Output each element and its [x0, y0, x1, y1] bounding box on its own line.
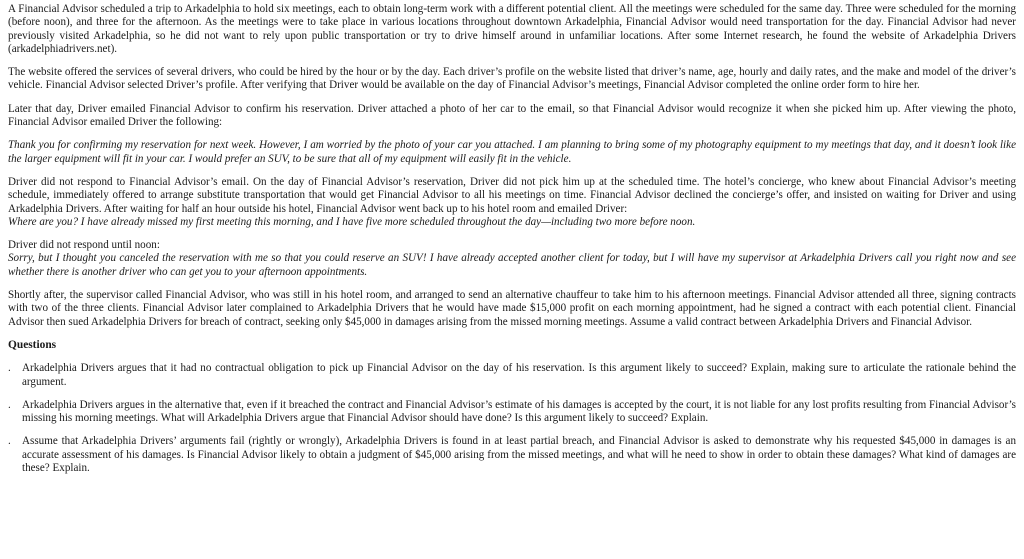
question-item — [8, 399, 1016, 426]
question-item — [8, 362, 1016, 389]
paragraph-supervisor: Shortly after, the supervisor called Financial Advisor, who was still in his hotel room, and arranged to send an alternative chauffeur to take him to his afternoon meetings. Financial Advisor attended all three, signing contracts with two of the three clients. Financial Advisor later complained to Arkadelphia Drivers that he would have made $15,000 profit on each morning appointment, had he signed a contract with each potential client. Financial Advisor then sued Arkadelphia Drivers for breach of contract, seeking only $45,000 in damages arising from the missed morning meetings. Assume a valid contract between Arkadelphia Drivers and Financial Advisor. — [8, 289, 1016, 328]
driver-response-quote: Sorry, but I thought you canceled the reservation with me so that you could reserve an SUV! I have already accepted another client for today, but I will have my supervisor at Arkadelphia Drivers call you right now and see whether there is another driver who can get you to your afternoon appointments. — [8, 252, 1016, 278]
question-text-2: Arkadelphia Drivers argues in the alternative that, even if it breached the contract and Financial Advisor’s estimate of his damages is accepted by the court, it is not liable for any lost profits resulting from Financial Advisor’s missing his morning meetings. What will Arkadelphia Drivers argue that Financial Advisor should have done? Is this argument likely to succeed? Explain. — [22, 398, 1016, 425]
question-text-3: Assume that Arkadelphia Drivers’ arguments fail (rightly or wrongly), Arkadelphia Drivers is found in at least partial breach, and Financial Advisor is asked to demonstrate why his requested $45,000 in damages is an accurate assessment of his damages. Is Financial Advisor likely to obtain a judgment of $45,000 arising from the missed meetings, and what will he need to show in order to obtain these damages? What kind of damages are these? Explain. — [22, 435, 1016, 475]
advisor-email-quote: Thank you for confirming my reservation for next week. However, I am worried by the photo of your car you attached. I am planning to bring some of my photography equipment to my meetings that day, and it doesn’t look like the larger equipment will fit in your car. I would prefer an SUV, to be sure that all of my equipment will easily fit in the vehicle. — [8, 139, 1016, 165]
paragraph-intro: A Financial Advisor scheduled a trip to Arkadelphia to hold six meetings, each to obtain long-term work with a different potential client. All the meetings were scheduled for the same day. Three were scheduled for the morning (before noon), and three for the afternoon. As the meetings were to take place in various locations throughout downtown Arkadelphia, Financial Advisor would need transportation for the day. Financial Advisor had never previously visited Arkadelphia, so he did not want to rely upon public transportation or try to drive himself around in unfamiliar locations. After some Internet research, he found the website of Arkadelphia Drivers (arkadelphiadrivers.net). — [8, 3, 1016, 55]
paragraph-confirmation: Later that day, Driver emailed Financial Advisor to confirm his reservation. Driver attached a photo of her car to the email, so that Financial Advisor would recognize it when she picked him up. After viewing the photo, Financial Advisor emailed Driver the following: — [8, 102, 1016, 129]
question-text-1: Arkadelphia Drivers argues that it had no contractual obligation to pick up Financial Advisor on the day of his reservation. Is this argument likely to succeed? Explain, making sure to articulate the rationale behind the argument. — [22, 362, 1016, 388]
where-are-you-quote: Where are you? I have already missed my first meeting this morning, and I have five more scheduled throughout the day—including two more before noon. — [8, 215, 696, 228]
question-bullet: . — [8, 398, 11, 411]
questions-heading: Questions — [8, 338, 57, 351]
paragraph-driver-response — [8, 239, 1016, 279]
question-bullet: . — [8, 362, 11, 375]
question-bullet: . — [8, 435, 11, 448]
paragraph-missed-pickup — [8, 176, 1016, 229]
question-item — [8, 435, 1016, 475]
paragraph-website: The website offered the services of several drivers, who could be hired by the hour or by the day. Each driver’s profile on the website listed that driver’s name, age, hourly and daily rates, and the make and model of the driver’s vehicle. Financial Advisor selected Driver’s profile. After verifying that Driver would be available on the day of Financial Advisor’s meetings, Financial Advisor completed the online order form to hire her. — [8, 66, 1016, 92]
missed-pickup-text: Driver did not respond to Financial Advisor’s email. On the day of Financial Advisor’s reservation, Driver did not pick him up at the scheduled time. The hotel’s concierge, who knew about Financial Advisor’s meeting schedule, immediately offered to arrange substitute transportation that would get Financial Advisor to all his meetings on time. Financial Advisor declined the concierge’s offer, and insisted on waiting for Driver and using Arkadelphia Drivers. After waiting for half an hour outside his hotel, Financial Advisor went back up to his hotel room and emailed Driver: — [8, 175, 1016, 215]
paragraph-advisor-email — [8, 139, 1016, 166]
driver-response-intro: Driver did not respond until noon: — [8, 239, 160, 252]
